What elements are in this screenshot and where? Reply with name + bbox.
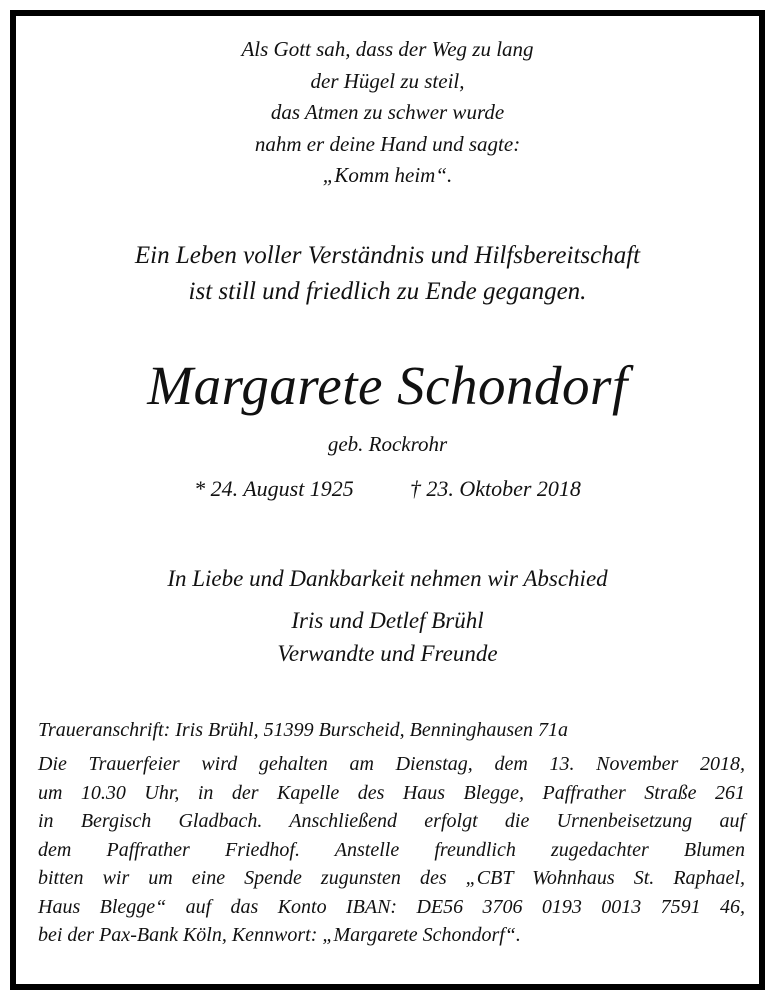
details-line: Die Trauerfeier wird gehalten am Dienstag, dem 13. November 2018, [38,753,745,775]
poem-line: das Atmen zu schwer wurde [270,100,505,124]
poem-line: nahm er deine Hand und sagte: [254,131,521,156]
funeral-details [38,750,745,950]
mourner-line: Verwandte und Freunde [277,641,498,666]
farewell-text: In Liebe und Dankbarkeit nehmen wir Abschied [167,566,608,591]
mourner-line: Iris und Detlef Brühl [291,608,484,633]
poem [16,34,759,192]
birth-date: * 24. August 1925 [194,476,354,501]
details-line: bei der Pax-Bank Köln, Kennwort: „Margarete Schondorf“. [38,924,521,946]
birth-name: geb. Rockrohr [327,432,448,456]
details-line: um 10.30 Uhr, in der Kapelle des Haus Blegge, Paffrather Straße 261 [38,781,745,804]
mourning-address: Traueranschrift: Iris Brühl, 51399 Burscheid, Benninghausen 71a [38,719,568,741]
poem-line: „Komm heim“. [322,163,453,187]
details-line: bitten wir um eine Spende zugunsten des „CBT Wohnhaus St. Raphael, [38,867,745,889]
details-line: dem Paffrather Friedhof. Anstelle freundlich zugedachter Blumen [38,838,745,861]
mourners [16,604,759,670]
obituary-notice [10,10,765,990]
details-line: Haus Blegge“ auf das Konto IBAN: DE56 3706 0193 0013 7591 46, [38,895,745,918]
intro-text [16,238,759,310]
intro-line: ist still und friedlich zu Ende gegangen. [188,278,587,305]
life-dates [16,474,759,504]
poem-line: der Hügel zu steil, [310,68,465,93]
details-line: in Bergisch Gladbach. Anschließend erfolgt die Urnenbeisetzung auf [38,810,745,832]
intro-line: Ein Leben voller Verständnis und Hilfsbereitschaft [134,242,641,269]
death-date: † 23. Oktober 2018 [409,476,581,501]
deceased-name: Margarete Schondorf [147,355,628,416]
poem-line: Als Gott sah, dass der Weg zu lang [241,37,534,61]
